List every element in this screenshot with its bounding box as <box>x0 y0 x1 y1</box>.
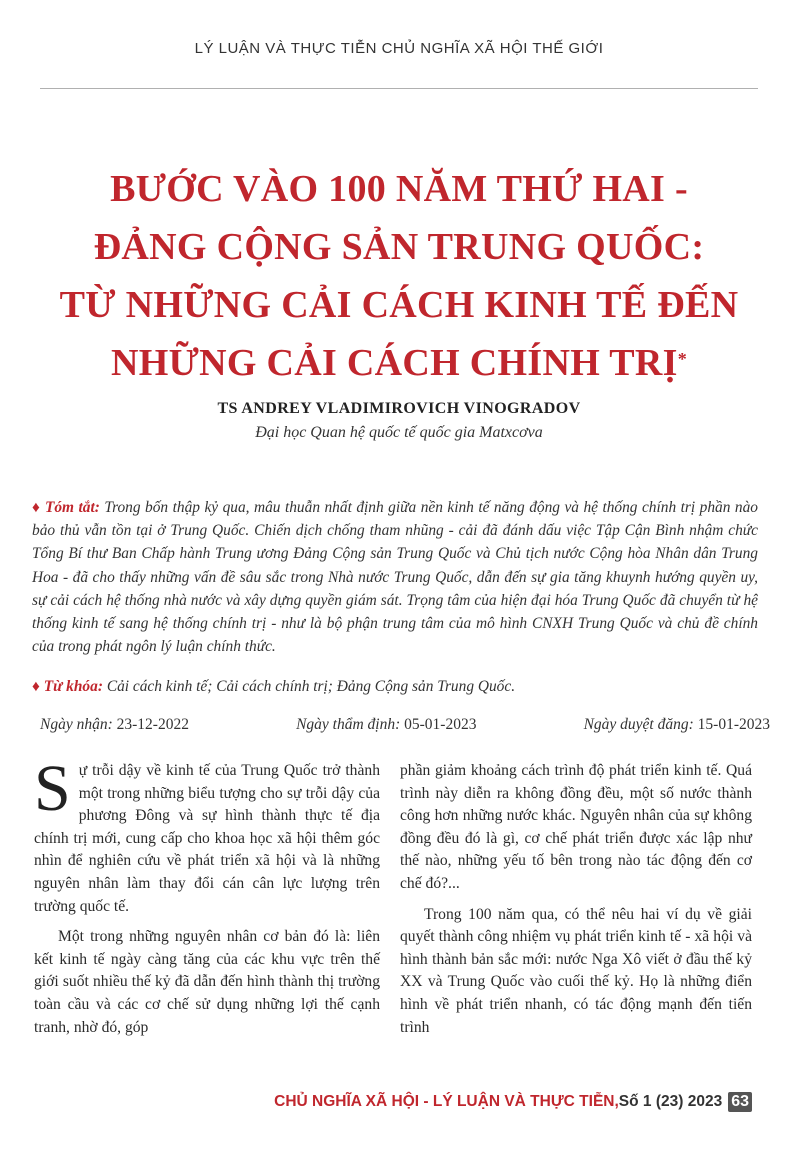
date-reviewed-value: 05-01-2023 <box>404 716 477 733</box>
body-paragraph <box>34 752 380 918</box>
body-paragraph: phần giảm khoảng cách trình độ phát triển kinh tế. Quá trình này diễn ra không đồng đều, một số nước thành công hơn những nước khác. Nguyên nhân của sự không đồng đều đó là gì, cơ chế phát triển được xác lập như thế nào, những yếu tố bên trong nào tác động đến cơ chế đó?... <box>400 762 752 892</box>
date-reviewed-label: Ngày thẩm định: <box>296 716 401 733</box>
abstract-text: Trong bốn thập kỷ qua, mâu thuẫn nhất định giữa nền kinh tế năng động và hệ thống chính trị phần nào bảo thủ vẫn tồn tại ở Trung Quốc. Chiến dịch chống tham nhũng - cải đã đánh dấu việc Tập Cận Bình nhậm chức Tổng Bí thư Ban Chấp hành Trung ương Đảng Cộng sản Trung Quốc và Chủ tịch nước Cộng hòa Nhân dân Trung Hoa - đã cho thấy những vấn đề sâu sắc trong Nhà nước Trung Quốc, dẫn đến sự gia tăng khuynh hướng quyền uy, sự cải cách hệ thống nhà nước và xây dựng quyền giám sát. Trọng tâm của hiện đại hóa Trung Quốc đã chuyển từ hệ thống kinh tế sang hệ thống chính trị - như là bộ phận trung tâm của mô hình CNXH Trung Quốc và chủ đề chính của trong phát ngôn lý luận chính thức. <box>32 499 758 656</box>
article-title <box>30 160 768 392</box>
abstract-label: ♦ Tóm tắt: <box>32 499 100 516</box>
body-paragraph: Một trong những nguyên nhân cơ bản đó là: liên kết kinh tế ngày càng tăng của các khu vực trên thế giới suốt nhiều thế kỷ đã dẫn đến hình thành thị trường toàn cầu và các cơ chế sử dụng những lợi thế cạnh tranh, nhờ đó, góp <box>34 928 380 1036</box>
body-paragraph: Trong 100 năm qua, có thể nêu hai ví dụ về giải quyết thành công nhiệm vụ phát triển kinh tế - xã hội và hình thành bản sắc mới: nước Nga Xô viết ở đầu thế kỷ XX và Trung Quốc vào cuối thế kỷ. Họ là những điển hình về phát triển nhanh, có tác động mạnh đến tiến trình <box>400 905 752 1036</box>
author-affiliation: Đại học Quan hệ quốc tế quốc gia Matxcơva <box>255 424 543 441</box>
title-line: BƯỚC VÀO 100 NĂM THỨ HAI - <box>110 168 688 210</box>
title-footnote-mark: * <box>677 349 687 369</box>
footer-journal: CHỦ NGHĨA XÃ HỘI - LÝ LUẬN VÀ THỰC TIỄN, <box>274 1093 619 1110</box>
title-line: NHỮNG CẢI CÁCH CHÍNH TRỊ <box>111 342 678 384</box>
date-accepted <box>584 716 770 734</box>
date-received <box>40 716 189 734</box>
date-accepted-value: 15-01-2023 <box>697 716 770 733</box>
title-line: TỪ NHỮNG CẢI CÁCH KINH TẾ ĐẾN <box>59 284 739 326</box>
date-accepted-label: Ngày duyệt đăng: <box>583 716 694 733</box>
date-received-value: 23-12-2022 <box>116 716 189 733</box>
keywords <box>32 676 758 698</box>
keywords-label: ♦ Từ khóa: <box>32 678 103 695</box>
paragraph-text: ự trỗi dậy về kinh tế của Trung Quốc trở thành một trong những biểu tượng cho sự trỗi dậy của phương Đông và sự hình thành thực tế địa chính trị mới, cung cấp cho khoa học xã hội thêm góc nhìn để nghiên cứu về phát triển xã hội và là những nguyên nhân làm thay đổi cán cân lực lượng trên trường quốc tế. <box>34 762 380 915</box>
running-head: LÝ LUẬN VÀ THỰC TIỄN CHỦ NGHĨA XÃ HỘI THẾ GIỚI <box>194 40 604 57</box>
body-column-right <box>400 760 752 1039</box>
page-footer <box>274 1092 752 1112</box>
date-received-label: Ngày nhận: <box>40 716 113 733</box>
author-name: TS ANDREY VLADIMIROVICH VINOGRADOV <box>217 400 581 417</box>
keywords-text: Cải cách kinh tế; Cải cách chính trị; Đảng Cộng sản Trung Quốc. <box>106 678 516 695</box>
date-reviewed <box>296 716 476 734</box>
body-column-left <box>34 752 380 1039</box>
abstract <box>32 496 758 658</box>
title-line: ĐẢNG CỘNG SẢN TRUNG QUỐC: <box>93 226 705 268</box>
header-divider <box>40 88 758 89</box>
footer-issue: Số 1 (23) 2023 <box>618 1093 723 1110</box>
drop-cap: S <box>34 752 71 825</box>
article-dates <box>40 716 770 734</box>
page-number: 63 <box>728 1092 752 1112</box>
